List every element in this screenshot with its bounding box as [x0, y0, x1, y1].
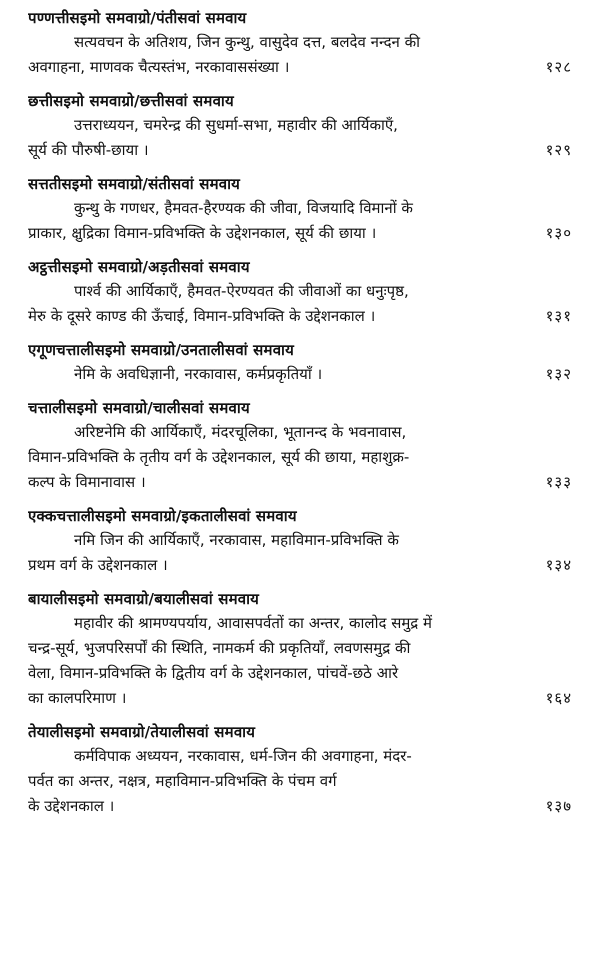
body-line: वेला, विमान-प्रविभक्ति के द्वितीय वर्ग के उद्देशनकाल, पांचवें-छठे आरे	[28, 664, 399, 682]
section-body	[28, 196, 572, 246]
page-number: १३७	[545, 797, 572, 815]
section-39	[28, 338, 572, 387]
body-line: अवगाहना, माणवक चैत्यस्तंभ, नरकावाससंख्या ।	[28, 58, 290, 76]
section-heading: सत्ततीसइमो समवाग्रो/संतीसवां समवाय	[28, 175, 241, 193]
body-line: पर्वत का अन्तर, नक्षत्र, महाविमान-प्रविभक्ति के पंचम वर्ग	[28, 772, 337, 790]
section-36	[28, 89, 572, 163]
section-41	[28, 504, 572, 578]
page-number: १३०	[545, 224, 572, 242]
body-line: चन्द्र-सूर्य, भुजपरिसर्पों की स्थिति, नामकर्म की प्रकृतियाँ, लवणसमुद्र की	[28, 639, 411, 657]
section-40	[28, 396, 572, 495]
body-line: का कालपरिमाण ।	[28, 689, 127, 707]
body-line: पार्श्व की आर्यिकाएँ, हैमवत-ऐरण्यवत की जीवाओं का धनुःपृष्ठ,	[74, 282, 409, 300]
section-body	[28, 279, 572, 329]
body-line: कुन्थु के गणधर, हैमवत-हैरण्यक की जीवा, विजयादि विमानों के	[74, 199, 413, 217]
section-37	[28, 172, 572, 246]
section-38	[28, 255, 572, 329]
section-35	[28, 6, 572, 80]
section-heading: एगूणचत्तालीसइमो समवाग्रो/उनतालीसवां समवाय	[28, 341, 295, 359]
section-body	[28, 113, 572, 163]
body-line: नेमि के अवधिज्ञानी, नरकावास, कर्मप्रकृतियाँ ।	[74, 365, 323, 383]
section-body	[28, 744, 572, 819]
body-line: प्राकार, क्षुद्रिका विमान-प्रविभक्ति के उद्देशनकाल, सूर्य की छाया ।	[28, 224, 377, 242]
section-heading: एक्कचत्तालीसइमो समवाग्रो/इकतालीसवां समवाय	[28, 507, 297, 525]
body-line: सत्यवचन के अतिशय, जिन कुन्थु, वासुदेव दत्त, बलदेव नन्दन की	[74, 33, 421, 51]
section-body	[28, 420, 572, 495]
page-number: १२९	[545, 141, 572, 159]
body-line: प्रथम वर्ग के उद्देशनकाल ।	[28, 556, 168, 574]
section-43	[28, 720, 572, 819]
body-line: नमि जिन की आर्यिकाएँ, नरकावास, महाविमान-प्रविभक्ति के	[74, 531, 399, 549]
section-42	[28, 587, 572, 711]
section-heading: तेयालीसइमो समवाग्रो/तेयालीसवां समवाय	[28, 723, 256, 741]
body-line: कर्मविपाक अध्ययन, नरकावास, धर्म-जिन की अवगाहना, मंदर-	[74, 747, 412, 765]
body-line: महावीर की श्रामण्यपर्याय, आवासपर्वतों का अन्तर, कालोद समुद्र में	[74, 614, 433, 632]
body-line: कल्प के विमानावास ।	[28, 473, 146, 491]
section-heading: पण्णत्तीसइमो समवाग्रो/पंतीसवां समवाय	[28, 9, 247, 27]
page-number: १३१	[545, 307, 572, 325]
body-line: सूर्य की पौरुषी-छाया ।	[28, 141, 149, 159]
body-line: के उद्देशनकाल ।	[28, 797, 115, 815]
section-heading: छत्तीसइमो समवाग्रो/छत्तीसवां समवाय	[28, 92, 234, 110]
body-line: विमान-प्रविभक्ति के तृतीय वर्ग के उद्देशनकाल, सूर्य की छाया, महाशुक्र-	[28, 448, 410, 466]
body-line: मेरु के दूसरे काण्ड की ऊँचाई, विमान-प्रविभक्ति के उद्देशनकाल ।	[28, 307, 376, 325]
section-body	[28, 30, 572, 80]
page-number: १२८	[545, 58, 572, 76]
body-line: उत्तराध्ययन, चमरेन्द्र की सुधर्मा-सभा, महावीर की आर्यिकाएँ,	[74, 116, 398, 134]
section-heading: बायालीसइमो समवाग्रो/बयालीसवां समवाय	[28, 590, 260, 608]
page-number: १३३	[545, 473, 572, 491]
section-body	[28, 362, 572, 387]
section-heading: चत्तालीसइमो समवाग्रो/चालीसवां समवाय	[28, 399, 250, 417]
body-line: अरिष्टनेमि की आर्यिकाएँ, मंदरचूलिका, भूतानन्द के भवनावास,	[74, 423, 407, 441]
page-number: १६४	[545, 689, 572, 707]
section-heading: अट्ठत्तीसइमो समवाग्रो/अड़तीसवां समवाय	[28, 258, 250, 276]
section-body	[28, 528, 572, 578]
page-number: १३२	[545, 365, 572, 383]
section-body	[28, 611, 572, 711]
page-number: १३४	[545, 556, 572, 574]
